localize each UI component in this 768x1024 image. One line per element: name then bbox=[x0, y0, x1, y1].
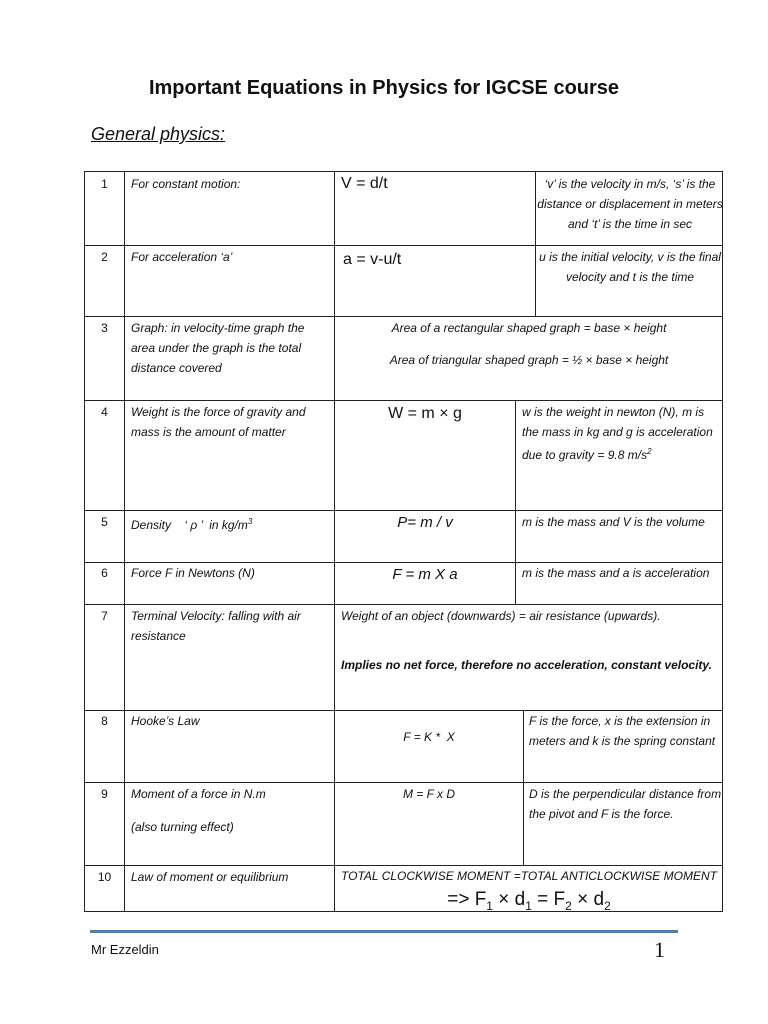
footer-rule bbox=[90, 930, 678, 933]
row-number: 7 bbox=[101, 609, 108, 623]
row-description: Terminal Velocity: falling with air resistance bbox=[131, 609, 301, 643]
column-divider bbox=[124, 172, 125, 911]
row-number: 10 bbox=[97, 870, 112, 884]
row-divider bbox=[85, 400, 722, 401]
row-note: F is the force, x is the extension in meters and k is the spring constant bbox=[529, 714, 716, 748]
row-equation: P= m / v bbox=[397, 514, 453, 531]
row-divider bbox=[85, 316, 722, 317]
row-note: D is the perpendicular distance from the pivot and F is the force. bbox=[529, 787, 722, 821]
row-description: Weight is the force of gravity and mass is the amount of matter bbox=[131, 405, 306, 439]
row-equation: W = m × g bbox=[388, 405, 462, 422]
row-description: Moment of a force in N.m bbox=[131, 787, 266, 801]
row-number: 2 bbox=[101, 250, 108, 264]
row-divider bbox=[85, 510, 722, 511]
row-note: m is the mass and a is acceleration bbox=[522, 566, 710, 580]
column-divider bbox=[515, 400, 516, 604]
row-equation-line-1: Area of a rectangular shaped graph = base × height bbox=[391, 321, 667, 335]
row-description: Law of moment or equilibrium bbox=[131, 870, 289, 884]
row-description: Graph: in velocity-time graph the area under the graph is the total distance covered bbox=[131, 321, 305, 375]
document-title: Important Equations in Physics for IGCSE course bbox=[148, 77, 620, 99]
row-note: w is the weight in newton (N), m is the mass in kg and g is acceleration due to gravity = 9.8 $m/s^2$ bbox=[522, 405, 713, 462]
row-equation: a = v-u/t bbox=[343, 251, 402, 268]
row-note: ‘v’ is the velocity in m/s, ‘s’ is the distance or displacement in meters and ‘t’ is the time in sec bbox=[537, 177, 723, 231]
row-description: For acceleration ‘a’ bbox=[131, 250, 233, 264]
row-divider bbox=[85, 245, 722, 246]
row-description: Hooke’s Law bbox=[131, 714, 200, 728]
row-divider bbox=[85, 782, 722, 783]
row-number: 9 bbox=[101, 787, 108, 801]
row-number: 6 bbox=[101, 566, 108, 580]
row-description: For constant motion: bbox=[131, 177, 241, 191]
row-equation: F = K * X bbox=[403, 730, 455, 744]
row-equation: M = F x D bbox=[402, 787, 456, 801]
row-number: 3 bbox=[101, 321, 108, 335]
row-equation-line-2: Implies no net force, therefore no acceleration, constant velocity. bbox=[341, 658, 712, 672]
row-note: u is the initial velocity, v is the final velocity and t is the time bbox=[539, 250, 721, 284]
column-divider bbox=[334, 172, 335, 911]
row-equation-line-1: Weight of an object (downwards) = air resistance (upwards). bbox=[341, 609, 661, 623]
equations-table bbox=[84, 171, 723, 912]
row-note: m is the mass and V is the volume bbox=[522, 515, 705, 529]
row-equation: F = m X a bbox=[392, 566, 458, 583]
footer-author: Mr Ezzeldin bbox=[91, 942, 159, 957]
row-equation: V = d/t bbox=[341, 175, 388, 192]
row-equation-line-2: Area of triangular shaped graph = ½ × base × height bbox=[389, 353, 669, 367]
row-number: 8 bbox=[101, 714, 108, 728]
row-description: Density ‘ ρ ’ in $kg/m^3$ bbox=[131, 517, 253, 532]
row-number: 4 bbox=[101, 405, 108, 419]
page-number: 1 bbox=[654, 937, 665, 962]
row-description: Force F in Newtons (N) bbox=[131, 566, 255, 580]
moment-equation: => $F_1 \times d_1 = F_2 \times d_2$ bbox=[447, 889, 611, 913]
section-heading: General physics: bbox=[91, 124, 226, 144]
column-divider bbox=[535, 172, 536, 316]
row-divider bbox=[85, 604, 722, 605]
row-equation-line-1: TOTAL CLOCKWISE MOMENT =TOTAL ANTICLOCKWISE MOMENT bbox=[341, 869, 717, 883]
column-divider bbox=[523, 710, 524, 865]
row-number: 5 bbox=[101, 515, 108, 529]
row-description-note: (also turning effect) bbox=[131, 820, 234, 834]
row-number: 1 bbox=[101, 177, 108, 191]
